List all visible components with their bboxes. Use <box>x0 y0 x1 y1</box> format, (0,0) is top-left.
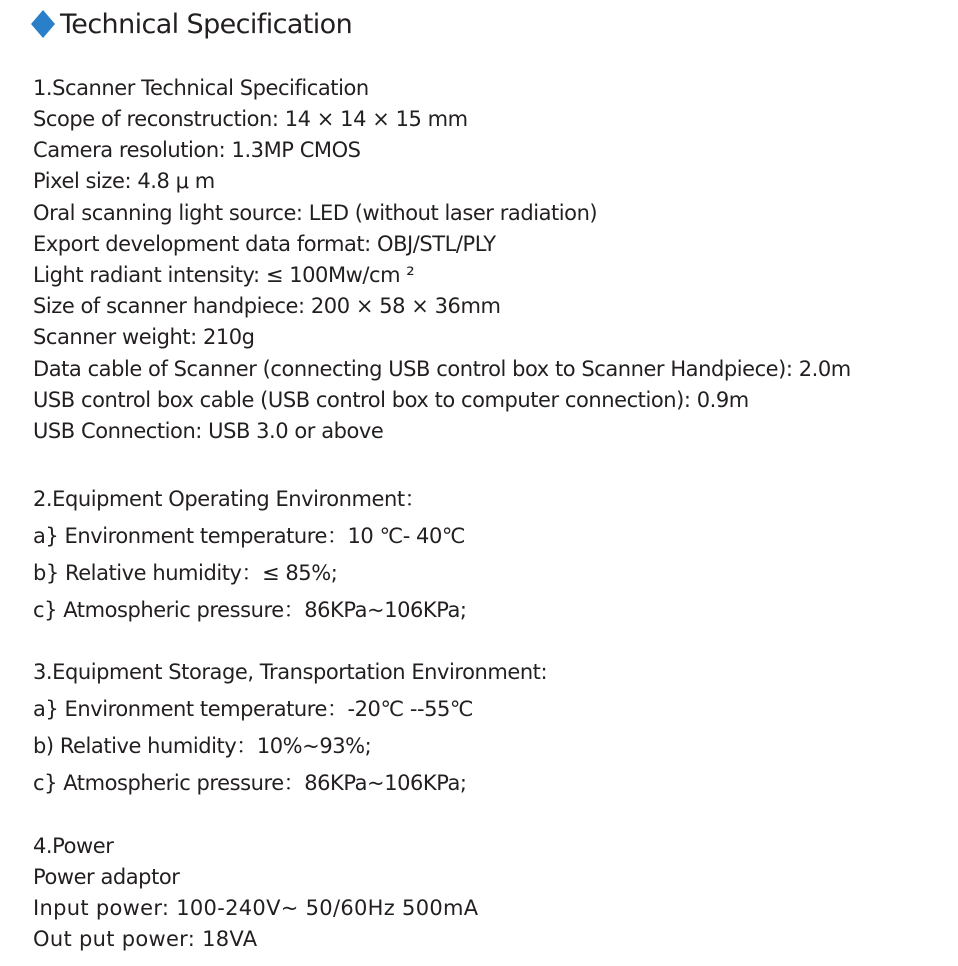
section-title: 4.Power <box>33 834 114 858</box>
spec-line: Camera resolution: 1.3MP CMOS <box>33 138 361 162</box>
spec-line: Scanner weight: 210g <box>33 325 255 349</box>
page-title: Technical Specification <box>60 8 353 40</box>
spec-line: USB Connection: USB 3.0 or above <box>33 419 384 443</box>
section-title: 1.Scanner Technical Specification <box>33 76 369 100</box>
spec-line: b} Relative humidity：≤ 85%; <box>33 561 338 585</box>
spec-line: Data cable of Scanner (connecting USB control box to Scanner Handpiece): 2.0m <box>33 357 851 381</box>
spec-line: c} Atmospheric pressure：86KPa~106KPa; <box>33 598 467 622</box>
spec-line: c} Atmospheric pressure：86KPa~106KPa; <box>33 771 467 795</box>
spec-line: USB control box cable (USB control box to computer connection): 0.9m <box>33 388 749 412</box>
spec-line: Input power: 100-240V~ 50/60Hz 500mA <box>33 896 479 920</box>
spec-line: b) Relative humidity：10%~93%; <box>33 734 372 758</box>
spec-line: Oral scanning light source: LED (without laser radiation) <box>33 201 598 225</box>
spec-line: a} Environment temperature：-20℃ --55℃ <box>33 697 474 721</box>
section-title: 3.Equipment Storage, Transportation Environment: <box>33 660 548 684</box>
spec-line: Power adaptor <box>33 865 180 889</box>
spec-line: Pixel size: 4.8 μ m <box>33 169 215 193</box>
spec-line: Size of scanner handpiece: 200 × 58 × 36mm <box>33 294 501 318</box>
page-heading <box>30 6 352 42</box>
spec-line: Export development data format: OBJ/STL/PLY <box>33 232 496 256</box>
spec-line: Out put power: 18VA <box>33 927 258 951</box>
diamond-bullet-icon <box>30 9 56 39</box>
spec-line: Scope of reconstruction: 14 × 14 × 15 mm <box>33 107 468 131</box>
spec-line: a} Environment temperature：10 ℃- 40℃ <box>33 524 466 548</box>
spec-line: Light radiant intensity: ≤ 100Mw/cm ² <box>33 263 415 287</box>
section-title: 2.Equipment Operating Environment： <box>33 487 426 511</box>
